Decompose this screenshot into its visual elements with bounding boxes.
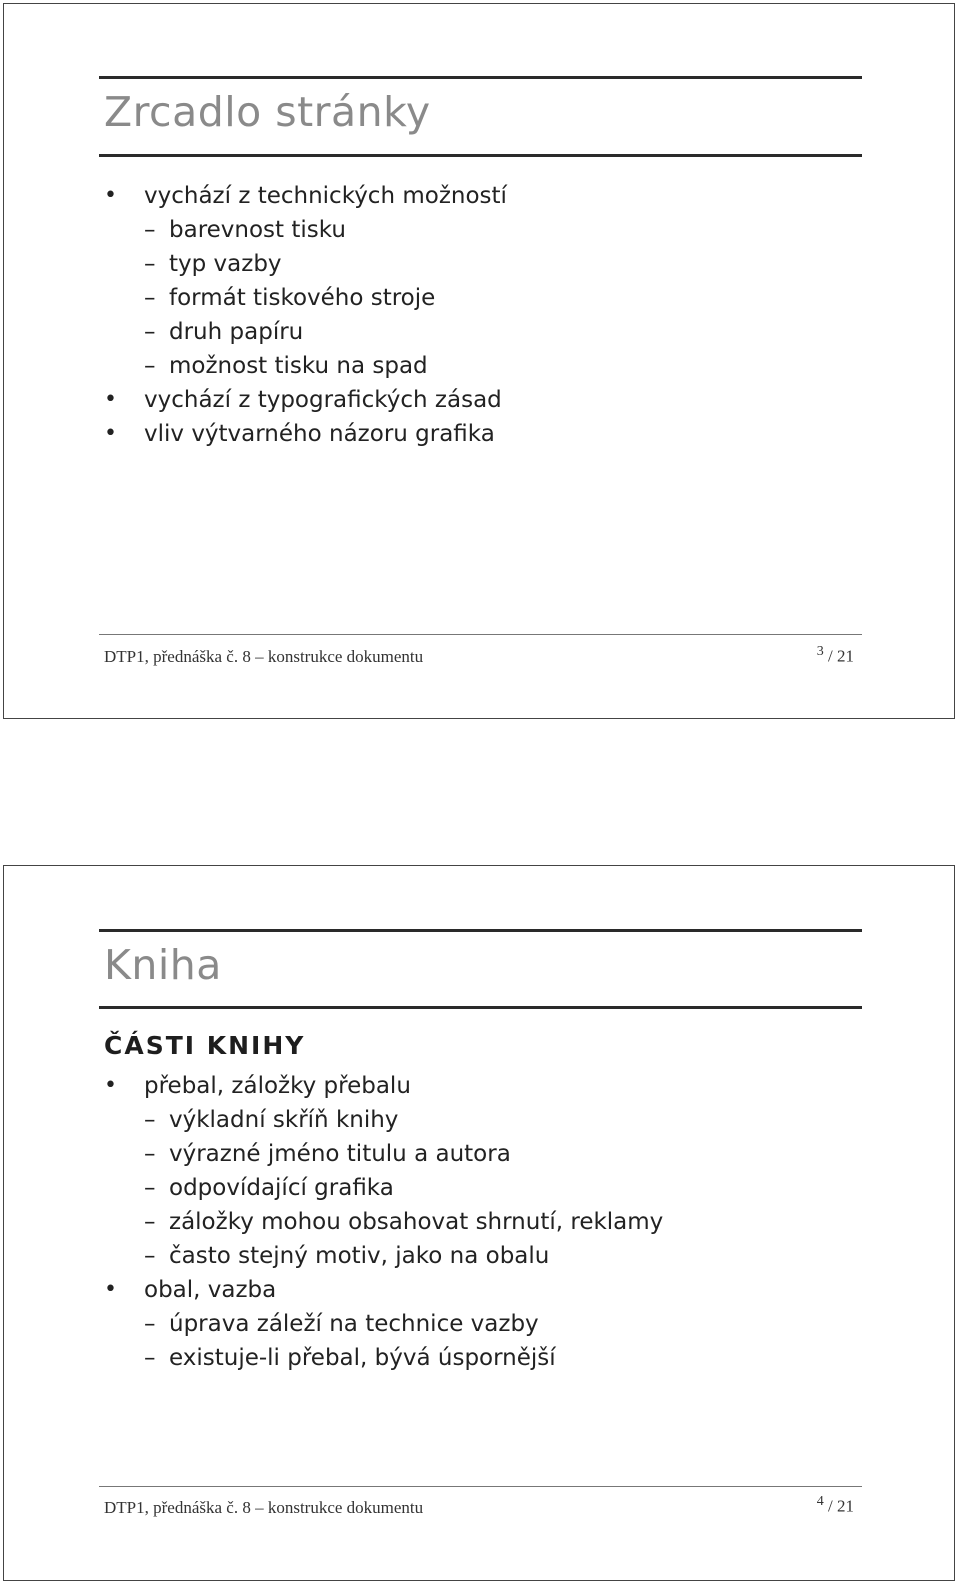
dash-marker: – [144,1175,156,1201]
list-item [104,417,844,451]
list-item-text: záložky mohou obsahovat shrnutí, reklamy [169,1209,664,1235]
list-item-text: obal, vazba [144,1277,277,1303]
footer-rule [99,634,862,635]
dash-marker: – [144,1141,156,1167]
list-item-text: výkladní skříň knihy [169,1107,399,1133]
slide-title: Zrcadlo stránky [104,88,431,136]
page-number [817,644,854,667]
list-item-text: možnost tisku na spad [169,353,428,379]
dash-marker: – [144,285,156,311]
list-item-text: druh papíru [169,319,304,345]
sub-list-item [104,281,844,315]
page-total: 21 [837,646,854,666]
footer-text: DTP1, přednáška č. 8 – konstrukce dokumentu [104,1498,424,1517]
page-slash: / [828,646,833,666]
list-item-text: přebal, záložky přebalu [144,1073,411,1099]
dash-marker: – [144,217,156,243]
list-item [104,1069,844,1103]
sub-list-item [104,1341,844,1375]
bullet-marker: • [104,1073,117,1098]
sub-list-item [104,315,844,349]
list-item-text: typ vazby [169,251,282,277]
list-item-text: vliv výtvarného názoru grafika [144,421,495,447]
list-item-text: často stejný motiv, jako na obalu [169,1243,550,1269]
dash-marker: – [144,353,156,379]
sub-list-item [104,1205,844,1239]
title-top-rule [99,929,862,932]
title-bottom-rule [99,1006,862,1009]
dash-marker: – [144,251,156,277]
slide-title: Kniha [104,941,222,989]
bullet-list [104,1069,844,1375]
dash-marker: – [144,1209,156,1235]
bullet-marker: • [104,387,117,412]
list-item-text: vychází z typografických zásad [144,387,502,413]
sub-list-item [104,1171,844,1205]
list-item-text: barevnost tisku [169,217,346,243]
bullet-marker: • [104,1277,117,1302]
bullet-list [104,179,844,451]
dash-marker: – [144,1311,156,1337]
slide-3 [3,3,955,719]
bullet-marker: • [104,421,117,446]
page-total: 21 [837,1496,854,1516]
list-item [104,383,844,417]
bullet-marker: • [104,183,117,208]
sub-list-item [104,1307,844,1341]
footer-text: DTP1, přednáška č. 8 – konstrukce dokumentu [104,647,424,666]
page-current: 3 [816,644,824,659]
list-item-text: formát tiskového stroje [169,285,436,311]
sub-list-item [104,1239,844,1273]
list-item [104,1273,844,1307]
title-top-rule [99,76,862,79]
dash-marker: – [144,1345,156,1371]
sub-list-item [104,247,844,281]
list-item-text: vychází z technických možností [144,183,507,209]
dash-marker: – [144,1243,156,1269]
sub-list-item [104,213,844,247]
dash-marker: – [144,1107,156,1133]
list-item [104,179,844,213]
list-item-text: výrazné jméno titulu a autora [169,1141,511,1167]
sub-list-item [104,1137,844,1171]
page-current: 4 [816,1494,824,1509]
title-bottom-rule [99,154,862,157]
sub-list-item [104,349,844,383]
dash-marker: – [144,319,156,345]
page-number [817,1494,854,1517]
section-heading: ČÁSTI KNIHY [104,1031,306,1060]
footer-rule [99,1486,862,1487]
sub-list-item [104,1103,844,1137]
list-item-text: existuje-li přebal, bývá úspornější [169,1345,556,1371]
page-slash: / [828,1496,833,1516]
slide-4 [3,865,955,1581]
list-item-text: odpovídající grafika [169,1175,394,1201]
list-item-text: úprava záleží na technice vazby [169,1311,539,1337]
